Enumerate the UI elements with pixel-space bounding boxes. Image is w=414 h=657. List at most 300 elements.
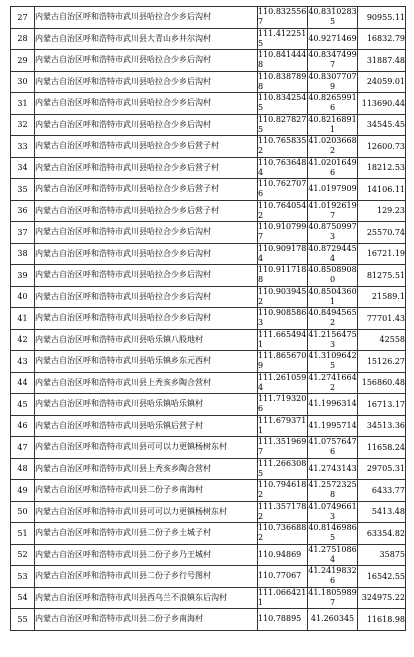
row-number-cell [11, 179, 35, 201]
location-text: 内蒙古自治区呼和浩特市武川县哈拉合少乡后沟村 [35, 270, 211, 280]
longitude-text: 110.8414448 [258, 50, 307, 70]
table-body [11, 7, 406, 631]
longitude-cell [258, 523, 308, 545]
longitude-text: 110.77067 [258, 571, 302, 581]
location-text: 内蒙古自治区呼和浩特市武川县哈拉合少乡后营子村 [35, 141, 219, 151]
row-number-cell [11, 566, 35, 588]
longitude-cell [258, 351, 308, 373]
row-number-cell [11, 28, 35, 50]
value-text: 81275.51 [366, 270, 405, 280]
row-number-text: 28 [17, 34, 28, 44]
location-text: 内蒙古自治区呼和浩特市武川县哈拉合少乡后营子村 [35, 162, 219, 172]
row-number-text: 30 [17, 77, 28, 87]
row-number-cell [11, 501, 35, 523]
row-number-cell [11, 609, 35, 631]
longitude-text: 110.9039452 [258, 286, 307, 306]
row-number-cell [11, 243, 35, 265]
latitude-cell [308, 93, 358, 115]
location-cell [35, 480, 258, 502]
table-row [11, 415, 406, 437]
latitude-text: 41.07576476 [308, 437, 357, 457]
location-text: 内蒙古自治区呼和浩特市武川县可可以力更镇杨树东村 [35, 442, 227, 452]
row-number-cell [11, 351, 35, 373]
longitude-text: 110.78895 [258, 614, 302, 624]
latitude-text: 40.83474997 [308, 50, 357, 70]
value-text: 63354.82 [366, 528, 405, 538]
table-row [11, 114, 406, 136]
location-cell [35, 415, 258, 437]
longitude-cell [258, 566, 308, 588]
latitude-text: 41.1996314 [308, 399, 357, 409]
latitude-text: 40.85043601 [308, 286, 357, 306]
row-number-text: 34 [17, 163, 28, 173]
longitude-text: 110.9117188 [258, 265, 307, 285]
longitude-text: 110.7627076 [258, 179, 307, 199]
latitude-text: 40.83102835 [308, 7, 357, 27]
location-cell [35, 7, 258, 29]
location-text: 内蒙古自治区呼和浩特市武川县哈拉合少乡后营子村 [35, 184, 219, 194]
longitude-text: 111.8656709 [258, 351, 307, 371]
location-cell [35, 28, 258, 50]
table-row [11, 286, 406, 308]
location-cell [35, 437, 258, 459]
value-cell [358, 136, 406, 158]
location-cell [35, 136, 258, 158]
location-cell [35, 71, 258, 93]
location-cell [35, 587, 258, 609]
location-text: 内蒙古自治区呼和浩特市武川县上秃亥乡陶合营村 [35, 377, 211, 387]
latitude-text: 41.0197909 [308, 184, 357, 194]
location-text: 内蒙古自治区呼和浩特市武川县二份子乡行号图村 [35, 571, 211, 581]
longitude-cell [258, 7, 308, 29]
value-text: 24059.01 [366, 77, 405, 87]
longitude-cell [258, 243, 308, 265]
location-text: 内蒙古自治区呼和浩特市武川县可可以力更镇杨树东村 [35, 506, 227, 516]
latitude-cell [308, 523, 358, 545]
value-cell [358, 93, 406, 115]
latitude-cell [308, 458, 358, 480]
row-number-text: 47 [17, 442, 28, 452]
value-text: 18212.53 [366, 163, 405, 173]
value-cell [358, 71, 406, 93]
latitude-text: 41.27510864 [308, 544, 357, 564]
longitude-text: 110.7658352 [258, 136, 307, 156]
value-cell [358, 394, 406, 416]
latitude-cell [308, 243, 358, 265]
value-text: 29705.31 [366, 464, 405, 474]
latitude-cell [308, 329, 358, 351]
location-text: 内蒙古自治区呼和浩特市武川县哈拉合少乡后沟村 [35, 227, 211, 237]
latitude-cell [308, 437, 358, 459]
longitude-text: 111.6654941 [258, 329, 307, 349]
latitude-cell [308, 501, 358, 523]
longitude-text: 111.7193206 [258, 394, 307, 414]
longitude-text: 110.7366882 [258, 523, 307, 543]
longitude-text: 111.3571782 [258, 501, 307, 521]
latitude-text: 40.85089080 [308, 265, 357, 285]
row-number-text: 41 [17, 313, 28, 323]
location-cell [35, 50, 258, 72]
row-number-text: 33 [17, 141, 28, 151]
latitude-text: 41.02016496 [308, 157, 357, 177]
latitude-cell [308, 544, 358, 566]
value-cell [358, 458, 406, 480]
longitude-text: 111.6793711 [258, 415, 307, 435]
value-text: 34545.45 [366, 120, 405, 130]
longitude-text: 110.8387898 [258, 71, 307, 91]
value-cell [358, 544, 406, 566]
row-number-cell [11, 523, 35, 545]
latitude-cell [308, 7, 358, 29]
location-cell [35, 544, 258, 566]
latitude-cell [308, 50, 358, 72]
location-cell [35, 394, 258, 416]
latitude-cell [308, 372, 358, 394]
table-row [11, 480, 406, 502]
row-number-cell [11, 7, 35, 29]
row-number-cell [11, 394, 35, 416]
table-row [11, 437, 406, 459]
location-text: 内蒙古自治区呼和浩特市武川县哈乐镇乡东元西村 [35, 356, 211, 366]
location-text: 内蒙古自治区呼和浩特市武川县哈拉合少乡后沟村 [35, 98, 211, 108]
value-text: 21589.1 [371, 292, 405, 302]
location-text: 内蒙古自治区呼和浩特市武川县哈拉合少乡后沟村 [35, 291, 211, 301]
longitude-text: 110.7946182 [258, 480, 307, 500]
value-text: 31887.48 [366, 55, 405, 65]
location-cell [35, 351, 258, 373]
table-row [11, 222, 406, 244]
table-row [11, 28, 406, 50]
longitude-cell [258, 415, 308, 437]
row-number-cell [11, 157, 35, 179]
row-number-text: 51 [17, 528, 28, 538]
latitude-cell [308, 480, 358, 502]
row-number-text: 29 [17, 55, 28, 65]
value-text: 35875 [379, 550, 405, 560]
location-cell [35, 157, 258, 179]
row-number-text: 42 [17, 335, 28, 345]
latitude-text: 40.87294454 [308, 243, 357, 263]
row-number-text: 31 [17, 98, 28, 108]
latitude-text: 41.24198326 [308, 566, 357, 586]
latitude-cell [308, 265, 358, 287]
value-cell [358, 7, 406, 29]
value-text: 16832.79 [366, 34, 405, 44]
row-number-text: 27 [17, 12, 28, 22]
table-row [11, 50, 406, 72]
row-number-cell [11, 458, 35, 480]
latitude-cell [308, 566, 358, 588]
latitude-cell [308, 587, 358, 609]
latitude-text: 40.83077079 [308, 71, 357, 91]
table-row [11, 351, 406, 373]
value-text: 34513.36 [366, 421, 405, 431]
table-row [11, 157, 406, 179]
location-cell [35, 609, 258, 631]
value-cell [358, 222, 406, 244]
location-text: 内蒙古自治区呼和浩特市武川县哈乐镇八股地村 [35, 334, 203, 344]
latitude-cell [308, 136, 358, 158]
value-text: 11658.24 [366, 442, 405, 452]
location-cell [35, 566, 258, 588]
longitude-text: 110.9085863 [258, 308, 307, 328]
value-text: 113690.44 [361, 98, 405, 108]
table-row [11, 71, 406, 93]
location-cell [35, 222, 258, 244]
longitude-cell [258, 200, 308, 222]
row-number-text: 43 [17, 356, 28, 366]
location-text: 内蒙古自治区呼和浩特市武川县哈拉合少乡后沟村 [35, 248, 211, 258]
longitude-cell [258, 179, 308, 201]
row-number-text: 54 [17, 593, 28, 603]
row-number-text: 49 [17, 485, 28, 495]
longitude-cell [258, 394, 308, 416]
table-row [11, 136, 406, 158]
row-number-text: 40 [17, 292, 28, 302]
longitude-cell [258, 544, 308, 566]
table-row [11, 458, 406, 480]
table-row [11, 523, 406, 545]
value-text: 6433.77 [371, 485, 405, 495]
table-row [11, 93, 406, 115]
location-text: 内蒙古自治区呼和浩特市武川县西乌兰不浪镇东后沟村 [35, 592, 227, 602]
latitude-cell [308, 179, 358, 201]
value-text: 11618.98 [366, 614, 405, 624]
longitude-cell [258, 609, 308, 631]
value-cell [358, 415, 406, 437]
location-cell [35, 93, 258, 115]
latitude-text: 40.82659916 [308, 93, 357, 113]
longitude-cell [258, 50, 308, 72]
location-text: 内蒙古自治区呼和浩特市武川县哈拉合少乡后沟村 [35, 55, 211, 65]
location-text: 内蒙古自治区呼和浩特市武川县哈拉合少乡后沟村 [35, 76, 211, 86]
location-cell [35, 200, 258, 222]
longitude-text: 111.2663085 [258, 458, 307, 478]
row-number-cell [11, 222, 35, 244]
latitude-cell [308, 222, 358, 244]
longitude-text: 110.9107997 [258, 222, 307, 242]
table-row [11, 501, 406, 523]
row-number-cell [11, 480, 35, 502]
location-text: 内蒙古自治区呼和浩特市武川县哈拉合少乡后沟村 [35, 313, 211, 323]
latitude-cell [308, 286, 358, 308]
latitude-text: 41.260345 [310, 614, 355, 624]
row-number-text: 46 [17, 421, 28, 431]
value-text: 77701.43 [366, 313, 405, 323]
latitude-text: 41.02036682 [308, 136, 357, 156]
location-cell [35, 265, 258, 287]
value-cell [358, 179, 406, 201]
location-cell [35, 243, 258, 265]
latitude-text: 41.25723258 [308, 480, 357, 500]
latitude-cell [308, 200, 358, 222]
latitude-text: 41.21564753 [308, 329, 357, 349]
longitude-cell [258, 587, 308, 609]
row-number-cell [11, 308, 35, 330]
row-number-cell [11, 544, 35, 566]
location-text: 内蒙古自治区呼和浩特市武川县哈乐镇哈乐镇村 [35, 399, 203, 409]
value-cell [358, 480, 406, 502]
value-text: 16542.55 [366, 571, 405, 581]
value-text: 15126.27 [366, 356, 405, 366]
value-cell [358, 609, 406, 631]
value-cell [358, 523, 406, 545]
value-cell [358, 157, 406, 179]
table-row [11, 587, 406, 609]
value-text: 324975.22 [361, 593, 405, 603]
value-text: 16721.19 [366, 249, 405, 259]
location-text: 内蒙古自治区呼和浩特市武川县哈拉合少乡后沟村 [35, 119, 211, 129]
value-cell [358, 308, 406, 330]
value-cell [358, 587, 406, 609]
longitude-cell [258, 114, 308, 136]
latitude-cell [308, 28, 358, 50]
longitude-cell [258, 28, 308, 50]
location-text: 内蒙古自治区呼和浩特市武川县哈拉合少乡后沟村 [35, 12, 211, 22]
longitude-text: 111.0664211 [258, 587, 307, 607]
table-row [11, 372, 406, 394]
table-row [11, 544, 406, 566]
table-row [11, 329, 406, 351]
longitude-text: 111.4122515 [258, 28, 307, 48]
location-text: 内蒙古自治区呼和浩特市武川县二份子乡南海村 [35, 485, 203, 495]
row-number-cell [11, 200, 35, 222]
longitude-text: 110.8278275 [258, 114, 307, 134]
row-number-text: 38 [17, 249, 28, 259]
value-cell [358, 265, 406, 287]
location-cell [35, 114, 258, 136]
latitude-cell [308, 351, 358, 373]
table-row [11, 179, 406, 201]
latitude-text: 41.01926197 [308, 200, 357, 220]
value-cell [358, 566, 406, 588]
latitude-text: 41.27416642 [308, 372, 357, 392]
latitude-cell [308, 394, 358, 416]
table-row [11, 7, 406, 29]
longitude-cell [258, 136, 308, 158]
longitude-text: 111.2610594 [258, 372, 307, 392]
longitude-cell [258, 286, 308, 308]
longitude-cell [258, 308, 308, 330]
longitude-text: 110.9091784 [258, 243, 307, 263]
latitude-text: 40.84945652 [308, 308, 357, 328]
location-cell [35, 329, 258, 351]
row-number-cell [11, 415, 35, 437]
longitude-cell [258, 93, 308, 115]
value-cell [358, 286, 406, 308]
row-number-cell [11, 265, 35, 287]
location-cell [35, 523, 258, 545]
latitude-cell [308, 415, 358, 437]
location-text: 内蒙古自治区呼和浩特市武川县上秃亥乡陶合营村 [35, 463, 211, 473]
location-cell [35, 179, 258, 201]
longitude-text: 110.94869 [258, 549, 302, 559]
location-cell [35, 286, 258, 308]
row-number-text: 45 [17, 399, 28, 409]
longitude-text: 110.8325567 [258, 7, 307, 27]
value-cell [358, 243, 406, 265]
value-cell [358, 372, 406, 394]
latitude-text: 41.18059897 [308, 587, 357, 607]
latitude-cell [308, 609, 358, 631]
longitude-cell [258, 437, 308, 459]
longitude-text: 110.7640542 [258, 200, 307, 220]
latitude-text: 41.31096425 [308, 351, 357, 371]
latitude-cell [308, 114, 358, 136]
value-cell [358, 28, 406, 50]
row-number-text: 48 [17, 464, 28, 474]
row-number-text: 39 [17, 270, 28, 280]
longitude-cell [258, 222, 308, 244]
table-row [11, 265, 406, 287]
location-text: 内蒙古自治区呼和浩特市武川县哈乐镇后营子村 [35, 420, 203, 430]
value-text: 42558 [379, 335, 405, 345]
location-cell [35, 458, 258, 480]
row-number-cell [11, 587, 35, 609]
row-number-text: 37 [17, 227, 28, 237]
location-cell [35, 308, 258, 330]
value-cell [358, 329, 406, 351]
location-text: 内蒙古自治区呼和浩特市武川县二份子乡乃王城村 [35, 549, 211, 559]
longitude-cell [258, 265, 308, 287]
location-text: 内蒙古自治区呼和浩特市武川县二份子乡土城子村 [35, 528, 211, 538]
latitude-cell [308, 308, 358, 330]
value-text: 90955.11 [366, 12, 405, 22]
longitude-cell [258, 372, 308, 394]
latitude-cell [308, 71, 358, 93]
value-cell [358, 200, 406, 222]
value-text: 12600.73 [366, 141, 405, 151]
location-text: 内蒙古自治区呼和浩特市武川县大青山乡井尔沟村 [35, 33, 211, 43]
longitude-text: 110.8342545 [258, 93, 307, 113]
location-text: 内蒙古自治区呼和浩特市武川县二份子乡南海村 [35, 614, 203, 624]
data-table [10, 6, 406, 631]
longitude-text: 110.7636484 [258, 157, 307, 177]
row-number-text: 53 [17, 571, 28, 581]
latitude-text: 40.87509973 [308, 222, 357, 242]
latitude-text: 40.82168911 [308, 114, 357, 134]
longitude-cell [258, 71, 308, 93]
row-number-cell [11, 286, 35, 308]
row-number-text: 44 [17, 378, 28, 388]
row-number-text: 50 [17, 507, 28, 517]
latitude-text: 41.07496613 [308, 501, 357, 521]
latitude-text: 40.81469865 [308, 523, 357, 543]
location-cell [35, 501, 258, 523]
row-number-cell [11, 329, 35, 351]
row-number-text: 52 [17, 550, 28, 560]
table-row [11, 566, 406, 588]
row-number-text: 36 [17, 206, 28, 216]
row-number-cell [11, 71, 35, 93]
latitude-cell [308, 157, 358, 179]
value-text: 5413.48 [371, 507, 405, 517]
table-row [11, 609, 406, 631]
location-cell [35, 372, 258, 394]
value-cell [358, 351, 406, 373]
table-row [11, 394, 406, 416]
value-text: 156860.48 [361, 378, 405, 388]
latitude-text: 40.9271469 [308, 33, 357, 43]
row-number-text: 35 [17, 184, 28, 194]
value-text: 129.23 [377, 206, 405, 216]
row-number-cell [11, 136, 35, 158]
latitude-text: 41.2743143 [308, 463, 357, 473]
value-cell [358, 501, 406, 523]
row-number-cell [11, 437, 35, 459]
row-number-cell [11, 114, 35, 136]
value-cell [358, 437, 406, 459]
